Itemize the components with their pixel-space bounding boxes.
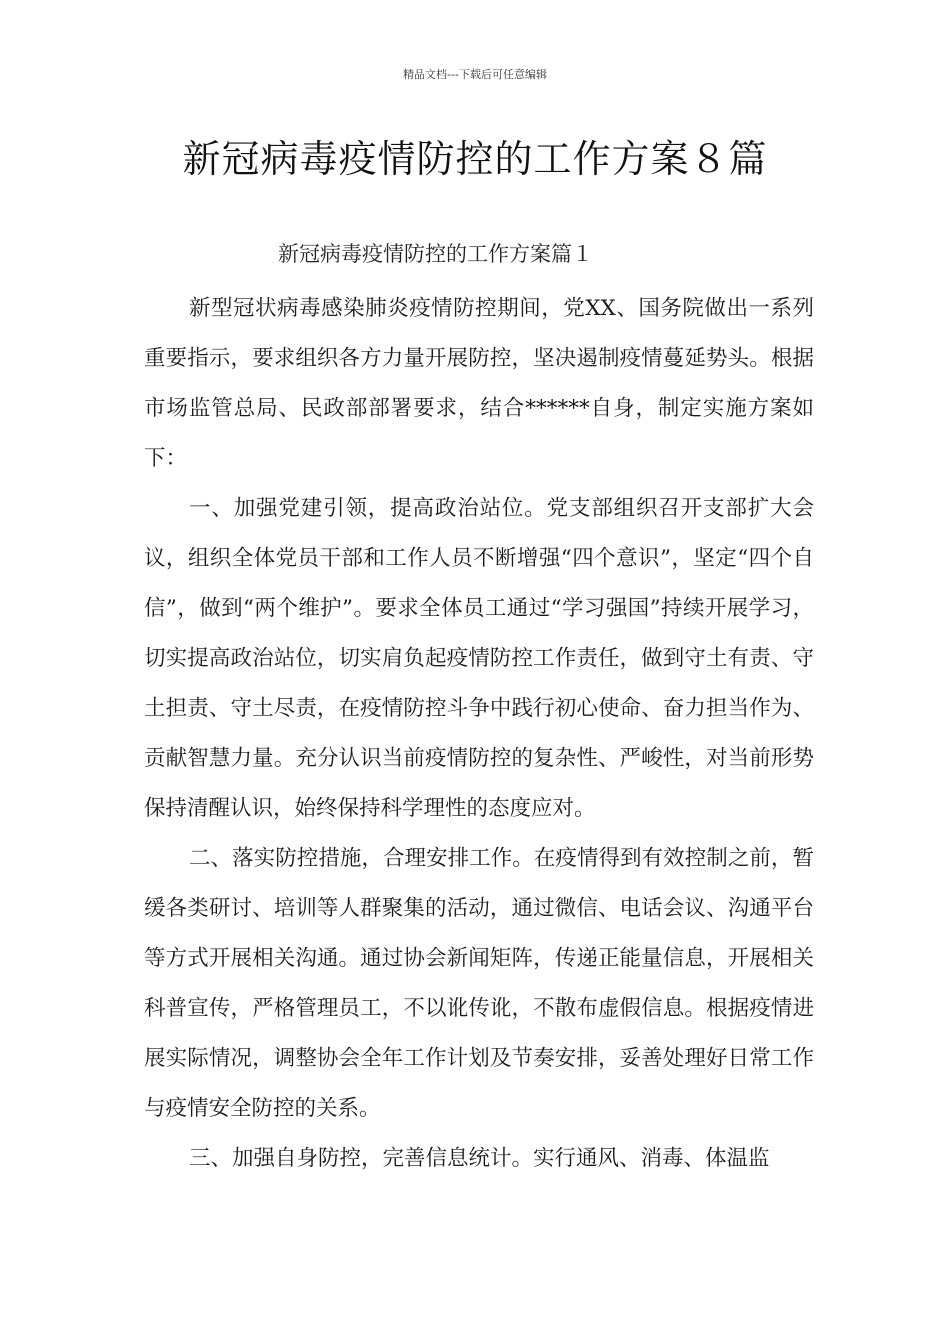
document-title: 新冠病毒疫情防控的工作方案８篇 [182, 137, 768, 181]
paragraph-item-3: 三、加强自身防控，完善信息统计。实行通风、消毒、体温监 [189, 1146, 770, 1171]
document-body [144, 284, 814, 1184]
section-title: 新冠病毒疫情防控的工作方案篇１ [278, 242, 593, 266]
paragraph-item-1: 一、加强党建引领，提高政治站位。党支部组织召开支部扩大会议，组织全体党员干部和工作人员不断增强“四个意识”，坚定“四个自信”，做到“两个维护”。要求全体员工通过“学习强国”持续开展学习，切实提高政治站位，切实肩负起疫情防控工作责任，做到守土有责、守土担责、守土尽责，在疫情防控斗争中践行初心使命、奋力担当作为、贡献智慧力量。充分认识当前疫情防控的复杂性、严峻性，对当前形势保持清醒认识，始终保持科学理性的态度应对。 [144, 496, 814, 821]
paragraph-intro: 新型冠状病毒感染肺炎疫情防控期间，党XX、国务院做出一系列重要指示，要求组织各方力量开展防控，坚决遏制疫情蔓延势头。根据市场监管总局、民政部部署要求，结合******自身，制定实施方案如下： [144, 296, 814, 471]
header-note: 精品文档---下载后可任意编辑 [403, 68, 547, 81]
paragraph-item-2: 二、落实防控措施，合理安排工作。在疫情得到有效控制之前，暂缓各类研讨、培训等人群聚集的活动，通过微信、电话会议、沟通平台等方式开展相关沟通。通过协会新闻矩阵，传递正能量信息，开展相关科普宣传，严格管理员工，不以讹传讹，不散布虚假信息。根据疫情进展实际情况，调整协会全年工作计划及节奏安排，妥善处理好日常工作与疫情安全防控的关系。 [144, 846, 814, 1121]
